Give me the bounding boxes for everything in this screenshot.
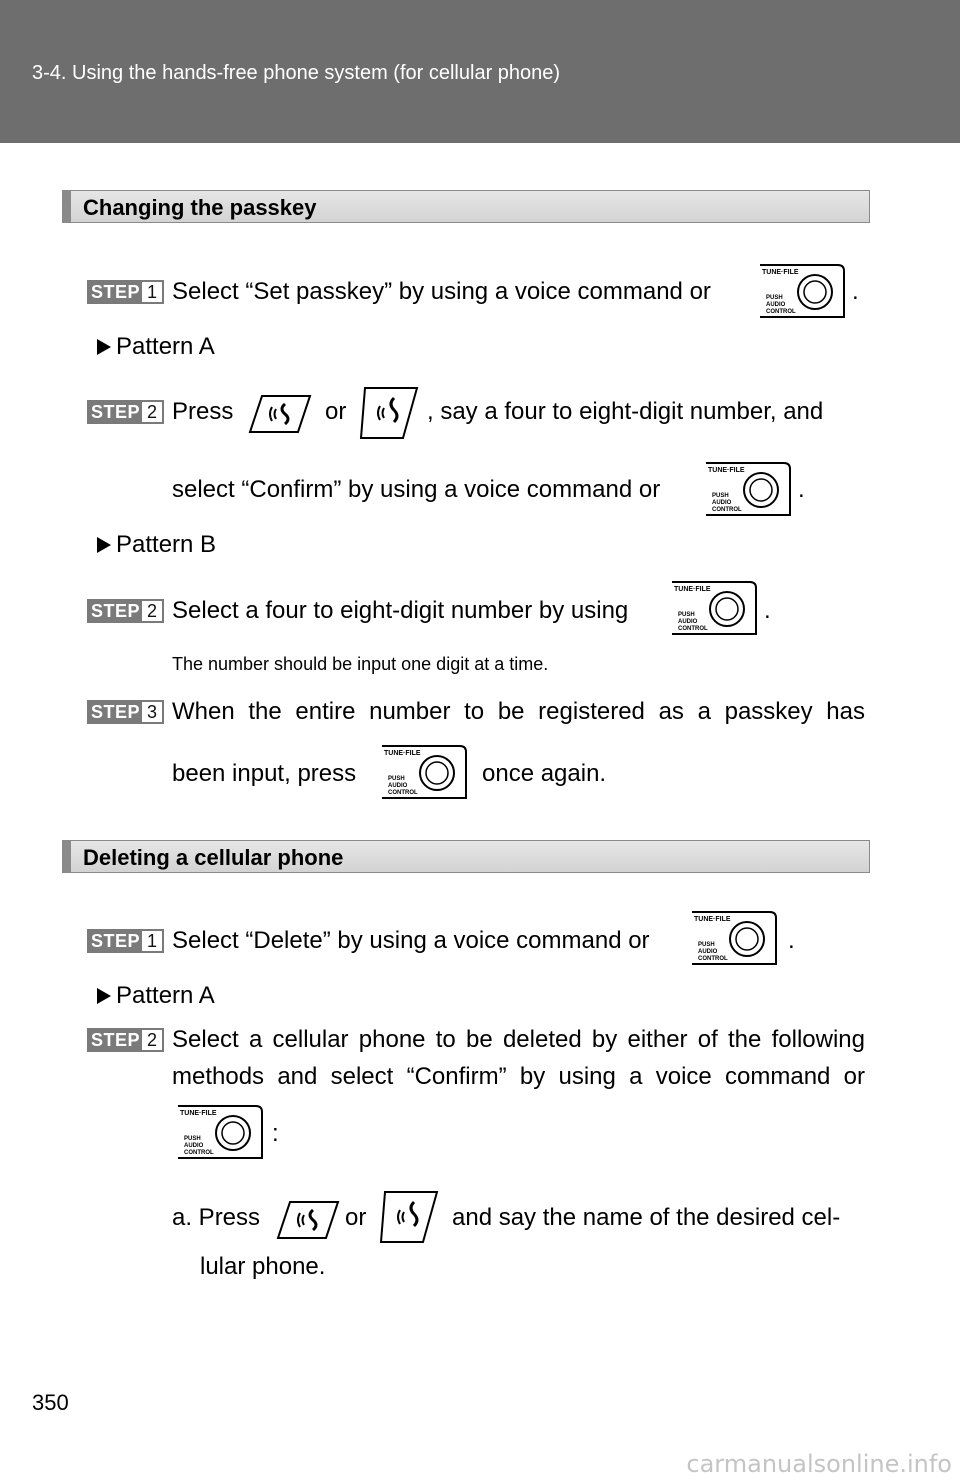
tune-knob-icon [670, 580, 758, 636]
step-text: When the entire number to be registered as a passkey has [172, 698, 865, 725]
svg-text:PUSH: PUSH [712, 493, 729, 499]
tune-knob-icon [690, 910, 778, 966]
colon: : [272, 1120, 279, 1147]
note-text: The number should be input one digit at a time. [172, 654, 549, 674]
pattern-label: Pattern A [116, 333, 215, 360]
tune-knob-icon [380, 744, 468, 800]
step-badge-1: STEP 1 [87, 929, 164, 953]
tune-knob-icon [176, 1104, 264, 1160]
talk-switch-steering-icon [359, 382, 421, 442]
svg-text:AUDIO: AUDIO [712, 500, 732, 506]
svg-text:CONTROL: CONTROL [712, 507, 742, 513]
talk-switch-steering-icon [379, 1186, 441, 1246]
svg-text:CONTROL: CONTROL [766, 309, 796, 315]
svg-text:CONTROL: CONTROL [184, 1150, 214, 1156]
step-text: once again. [482, 760, 607, 787]
period: . [852, 278, 859, 305]
svg-text:TUNE·FILE: TUNE·FILE [762, 269, 799, 276]
step-badge-2: STEP 2 [87, 599, 164, 623]
step-badge-3: STEP 3 [87, 700, 164, 724]
step-text-line2: been input, press [172, 760, 357, 787]
svg-text:TUNE·FILE: TUNE·FILE [180, 1110, 217, 1117]
step-text-line2: select “Confirm” by using a voice command or [172, 476, 661, 503]
tune-knob-icon [704, 461, 792, 517]
svg-text:AUDIO: AUDIO [184, 1143, 204, 1149]
step-text: Select “Set passkey” by using a voice command or [172, 278, 711, 305]
pattern-label: Pattern A [116, 982, 215, 1009]
or-text: or [345, 1204, 367, 1231]
svg-text:CONTROL: CONTROL [698, 956, 728, 962]
step-badge-2: STEP 2 [87, 1028, 164, 1052]
svg-text:PUSH: PUSH [698, 942, 715, 948]
svg-text:PUSH: PUSH [766, 295, 783, 301]
svg-text:AUDIO: AUDIO [766, 302, 786, 308]
step-text: , say a four to eight-digit number, and [427, 398, 824, 425]
header-title: 3-4. Using the hands-free phone system (for cellular phone) [32, 62, 561, 84]
svg-text:TUNE·FILE: TUNE·FILE [694, 916, 731, 923]
watermark: carmanualsonline.info [686, 1450, 952, 1478]
step-text: Select a cellular phone to be deleted by either of the following [172, 1026, 865, 1053]
period: . [764, 597, 771, 624]
svg-text:PUSH: PUSH [388, 776, 405, 782]
method-a-text: a. Press [172, 1204, 261, 1231]
svg-text:TUNE·FILE: TUNE·FILE [384, 750, 421, 757]
step-text-line2: methods and select “Confirm” by using a voice command or [172, 1063, 865, 1090]
page-header [0, 0, 960, 143]
step-badge-1: STEP 1 [87, 280, 164, 304]
svg-text:CONTROL: CONTROL [678, 626, 708, 632]
step-text: Press [172, 398, 234, 425]
svg-text:PUSH: PUSH [184, 1136, 201, 1142]
svg-text:TUNE·FILE: TUNE·FILE [674, 586, 711, 593]
step-badge-2: STEP 2 [87, 400, 164, 424]
svg-text:AUDIO: AUDIO [388, 783, 408, 789]
svg-text:CONTROL: CONTROL [388, 790, 418, 796]
triangle-bullet-icon [97, 339, 111, 355]
talk-switch-icon [248, 392, 312, 436]
step-text: Select a four to eight-digit number by using [172, 597, 629, 624]
period: . [788, 927, 795, 954]
method-a-text: and say the name of the desired cel- [452, 1204, 841, 1231]
tune-knob-icon [758, 263, 846, 319]
page-number: 350 [32, 1390, 69, 1415]
pattern-label: Pattern B [116, 531, 217, 558]
section-title: Changing the passkey [83, 195, 317, 220]
svg-text:TUNE·FILE: TUNE·FILE [708, 467, 745, 474]
triangle-bullet-icon [97, 988, 111, 1004]
svg-text:AUDIO: AUDIO [678, 619, 698, 625]
svg-text:AUDIO: AUDIO [698, 949, 718, 955]
section-heading-passkey [62, 190, 870, 223]
section-heading-delete [62, 840, 870, 873]
triangle-bullet-icon [97, 537, 111, 553]
step-text: Select “Delete” by using a voice command or [172, 927, 650, 954]
svg-text:PUSH: PUSH [678, 612, 695, 618]
or-text: or [325, 398, 347, 425]
talk-switch-icon [276, 1198, 340, 1242]
method-a-text-line2: lular phone. [200, 1253, 326, 1280]
period: . [798, 476, 805, 503]
section-title: Deleting a cellular phone [83, 845, 344, 870]
